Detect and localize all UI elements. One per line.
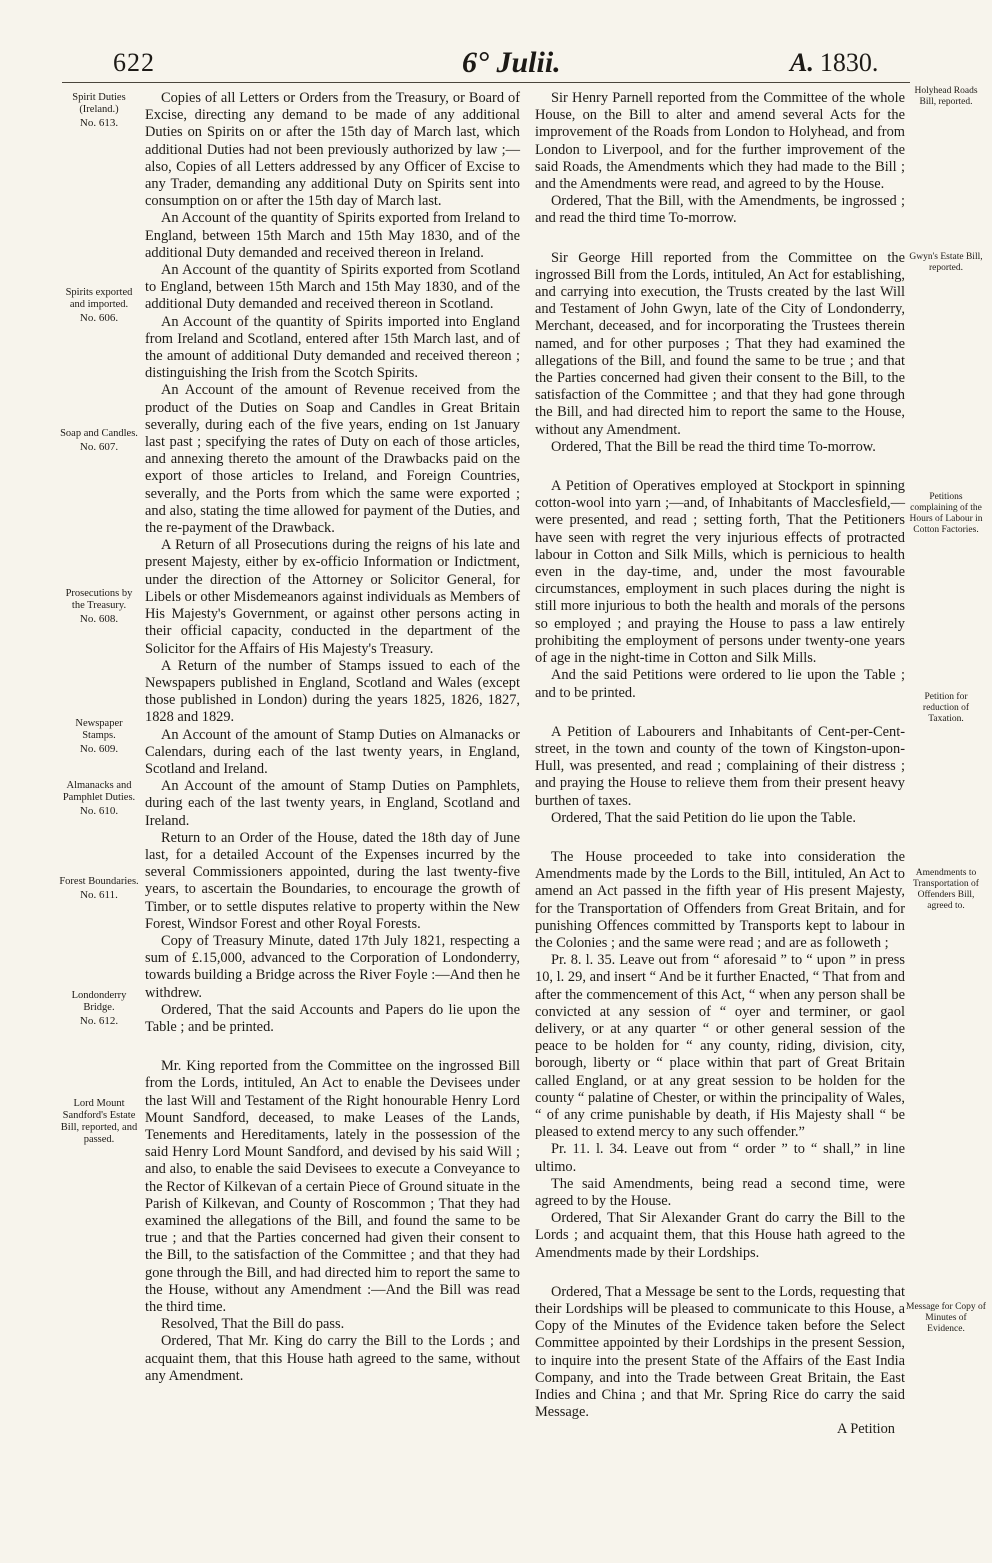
margin-note-left bbox=[58, 588, 140, 625]
paragraph: Mr. King reported from the Committee on the ingrossed Bill from the Lords, intituled, An Act to enable the Devisees under the last Will and Testament of the Right honourable Henry Lord Mount Sandford, deceased, to make Leases of the Lands, Tenements and Hereditaments, lately in the possession of the said Henry Lord Mount Sandford, and devised by his said Will ; and also, to enable the said Devisees to execute a Conveyance to the Rector of Kilkevan of a certain Piece of Ground situate in the Parish of Kilkevan, and County of Roscommon ; That they had examined the allegations of the Bill, and found the same to be true ; and that the Parties concerned had given their consent to the Bill, to the satisfaction of the Committee ; and that they had gone through the Bill, and had directed him to report the same to the House, without any Amendment :—And the Bill was read the third time. bbox=[145, 1058, 520, 1316]
margin-note-title: Spirit Duties (Ireland.) bbox=[72, 92, 126, 115]
margin-note-title: Newspaper Stamps. bbox=[75, 718, 123, 741]
margin-note-left bbox=[58, 428, 140, 453]
margin-note-title: Soap and Candles. bbox=[60, 428, 138, 439]
paragraph: Sir George Hill reported from the Committee on the ingrossed Bill from the Lords, intituled, An Act for establishing, and carrying into execution, the Trusts created by the last Will and Testament of John Gwyn, late of the City of Londonderry, Merchant, deceased, and for incorporating the Trustees therein named, and for other purposes ; That they had examined the allegations of the Bill, and found the same to be true ; and that the Parties concerned had given their consent to the Bill, to the satisfaction of the Committee ; and that they had gone through the Bill, and had directed him to report the same to the House, without any Amendment. bbox=[535, 249, 905, 438]
paragraph: An Account of the amount of Revenue received from the product of the Duties on Soap and Candles in Great Britain severally, during each of the five years, ending on 1st January last past ; specifying the rates of Duty on each of those articles, and annexing thereto the amount of the Drawbacks paid on the export of those articles to Ireland, and Foreign Countries, severally, and the Ports from which the same were exported ; and also, stating the time allowed for payment of the Duties, and the re-payment of the Drawback. bbox=[145, 382, 520, 537]
paragraph: An Account of the quantity of Spirits exported from Ireland to England, between 15th March and 15th May 1830, and of the additional Duty demanded and received thereon in Ireland. bbox=[145, 210, 520, 261]
margin-note-number: No. 611. bbox=[80, 889, 118, 901]
margin-note-left bbox=[58, 718, 140, 755]
paragraph: Resolved, That the Bill do pass. bbox=[161, 1316, 345, 1333]
paragraph: A Return of all Prosecutions during the reigns of his late and present Majesty, either by ex-officio Information or Indictment, under the direction of the Attorney or Solicitor General, for Libels or other Misdemeanors against individuals as Members of His Majesty's Government, or against other persons acting in their official capacity, conducted in the department of the Solicitor for the Affairs of His Majesty's Treasury. bbox=[145, 537, 520, 657]
margin-note-title: Almanacks and Pamphlet Duties. bbox=[62, 780, 136, 803]
margin-note-title: Lord Mount Sandford's Estate Bill, reported, and passed. bbox=[60, 1098, 138, 1145]
year-value: 1830. bbox=[819, 48, 879, 77]
page-date: 6° Julii. bbox=[462, 46, 561, 79]
paragraph: Ordered, That a Message be sent to the Lords, requesting that their Lordships will be pleased to communicate to this House, a Copy of the Minutes of the Evidence taken before the Select Committee appointed by their Lordships in the present Session, to inquire into the present State of the Affairs of the East India Company, and into the Trade between Great Britain, the East Indies and China ; and that Mr. Spring Rice do carry the said Message. bbox=[535, 1283, 905, 1421]
paragraph: The House proceeded to take into consideration the Amendments made by the Lords to the Bill, intituled, An Act to amend an Act passed in the fifth year of His present Majesty, for the Transportation of Offenders from Great Britain, and for punishing Offences committed by Transports kept to labour in the Colonies ; and the same were read ; and are as followeth ; bbox=[535, 848, 905, 951]
catchword: A Petition bbox=[837, 1421, 895, 1438]
margin-note-left bbox=[58, 780, 140, 817]
paragraph: An Account of the quantity of Spirits exported from Scotland to England, between 15th March and 15th May 1830, and of the additional Duty demanded and received thereon in Scotland. bbox=[145, 262, 520, 313]
margin-note-left bbox=[58, 1098, 140, 1146]
margin-note-number: No. 609. bbox=[79, 743, 119, 755]
paragraph: Return to an Order of the House, dated the 18th day of June last, for a detailed Account of the Expenses incurred by the several Commissioners appointed, during the last twenty-five years, to ascertain the Boundaries, to encourage the growth of Timber, or to settle disputes relative to property within the New Forest, Windsor Forest and other Royal Forests. bbox=[145, 829, 520, 932]
margin-note-number: No. 612. bbox=[79, 1015, 119, 1027]
margin-note-title: Spirits exported and imported. bbox=[65, 287, 133, 310]
right-column bbox=[535, 90, 905, 1439]
amendment-paragraph: Pr. 11. l. 34. Leave out from “ order ” to “ shall,” in line ultimo. bbox=[535, 1141, 905, 1175]
margin-note-right: Petitions complaining of the Hours of Labour in Cotton Factories. bbox=[909, 492, 983, 535]
margin-note-number: No. 610. bbox=[79, 805, 119, 817]
amendment-paragraph: Pr. 8. l. 35. Leave out from “ aforesaid ” to “ upon ” in press 10, l. 29, and insert “ And be it further Enacted, “ That from and after the commencement of this Act, “ when any person shall be convicted at any session of “ oyer and terminer, or gaol delivery, or at any quarter “ or other general session of the peace to be holden for “ any county, riding, division, city, borough, liberty or “ place within that part of Great Britain called England, or at any great session to be holden for the county “ palatine of Chester, or within the principality of Wales, “ of any crime punishable by death, if His Majesty shall “ be pleased to extend mercy to any such offender.” bbox=[535, 952, 905, 1141]
page-number: 622 bbox=[113, 48, 155, 77]
paragraph: And the said Petitions were ordered to lie upon the Table ; and to be printed. bbox=[535, 667, 905, 701]
page-year bbox=[790, 48, 878, 78]
margin-note-right: Amendments to Transportation of Offenders Bill, agreed to. bbox=[913, 868, 979, 911]
paragraph: A Return of the number of Stamps issued to each of the Newspapers published in England, Scotland and Wales (except those published in London) during the years 1825, 1826, 1827, 1828 and 1829. bbox=[145, 657, 520, 726]
margin-note-title: Forest Boundaries. bbox=[59, 876, 139, 887]
paragraph: An Account of the amount of Stamp Duties on Almanacks or Calendars, during each of the last twenty years, in England, Scotland and Ireland. bbox=[145, 726, 520, 777]
paragraph: Copy of Treasury Minute, dated 17th July 1821, respecting a sum of £.15,000, advanced to the Corporation of Londonderry, towards building a Bridge across the River Foyle :—And then he withdrew. bbox=[145, 932, 520, 1001]
paragraph: Sir Henry Parnell reported from the Committee of the whole House, on the Bill to alter and amend several Acts for the improvement of the Roads from London to Holyhead, and from London to Liverpool, and for the further improvement of the said Roads, the Amendments which they had made to the Bill ; and the Amendments were read, and agreed to by the House. bbox=[535, 90, 905, 193]
margin-note-title: Londonderry Bridge. bbox=[71, 990, 127, 1013]
paragraph: Ordered, That Sir Alexander Grant do carry the Bill to the Lords ; and acquaint them, that this House hath agreed to the Amendments made by their Lordships. bbox=[535, 1210, 905, 1261]
margin-note-left bbox=[58, 990, 140, 1027]
margin-note-right: Gwyn's Estate Bill, reported. bbox=[909, 252, 983, 273]
paragraph: A Petition of Operatives employed at Stockport in spinning cotton-wool into yarn ;—and, of Inhabitants of Macclesfield,—were presented, and read ; setting forth, That the Petitioners have seen with regret the very injurious effects of protracted labour in Cotton and Silk Mills, which is pernicious to health even in the day-time, and, under the most favourable circumstances, employment in such places during the night is still more injurious to both the health and morals of the persons so employed ; and praying the House to pass a law entirely prohibiting the employment of persons under twenty-one years of age in the night-time in Cotton and Silk Mills. bbox=[535, 478, 905, 667]
margin-note-number: No. 608. bbox=[79, 613, 119, 625]
left-column bbox=[145, 90, 520, 1385]
paragraph: Ordered, That the Bill, with the Amendments, be ingrossed ; and read the third time To-morrow. bbox=[535, 193, 905, 227]
margin-note-left bbox=[58, 876, 140, 901]
margin-note-number: No. 613. bbox=[79, 117, 119, 129]
margin-note-right: Holyhead Roads Bill, reported. bbox=[914, 86, 978, 107]
margin-note-right: Message for Copy of Minutes of Evidence. bbox=[906, 1302, 986, 1334]
paragraph: A Petition of Labourers and Inhabitants of Cent-per-Cent-street, in the town and county of the town of Kingston-upon-Hull, was presented, and read ; complaining of their distress ; and praying the House to relieve them from their present heavy burthen of taxes. bbox=[535, 723, 905, 809]
header-rule bbox=[62, 82, 910, 83]
paragraph: Ordered, That the said Accounts and Papers do lie upon the Table ; and be printed. bbox=[145, 1001, 520, 1035]
paragraph: The said Amendments, being read a second time, were agreed to by the House. bbox=[535, 1175, 905, 1209]
margin-note-left bbox=[58, 92, 140, 129]
margin-note-number: No. 607. bbox=[79, 441, 119, 453]
paragraph: Ordered, That Mr. King do carry the Bill to the Lords ; and acquaint them, that this House hath agreed to the same, without any Amendment. bbox=[145, 1333, 520, 1384]
margin-note-title: Prosecutions by the Treasury. bbox=[65, 588, 133, 611]
margin-note-number: No. 606. bbox=[79, 312, 119, 324]
paragraph: An Account of the quantity of Spirits imported into England from Ireland and Scotland, entered after 15th March last, and of the amount of additional Duty demanded and received thereon ; distinguishing the Irish from the Scotch Spirits. bbox=[145, 313, 520, 382]
paragraph: Ordered, That the said Petition do lie upon the Table. bbox=[551, 809, 856, 826]
year-prefix: A. bbox=[790, 48, 814, 77]
margin-note-right: Petition for reduction of Taxation. bbox=[922, 692, 970, 724]
margin-note-left bbox=[58, 287, 140, 324]
paragraph: Ordered, That the Bill be read the third time To-morrow. bbox=[551, 438, 876, 455]
paragraph: An Account of the amount of Stamp Duties on Pamphlets, during each of the last twenty years, in England, Scotland and Ireland. bbox=[145, 778, 520, 829]
paragraph: Copies of all Letters or Orders from the Treasury, or Board of Excise, directing any demand to be made of any additional Duties on Spirits on or after the 15th day of March last, which additional Duties had not been previously authorized by law ;—also, Copies of all Letters addressed by any Officer of Excise to any Trader, demanding any additional Duty on Spirits sent into consumption on or after the 15th day of March last. bbox=[145, 90, 520, 210]
